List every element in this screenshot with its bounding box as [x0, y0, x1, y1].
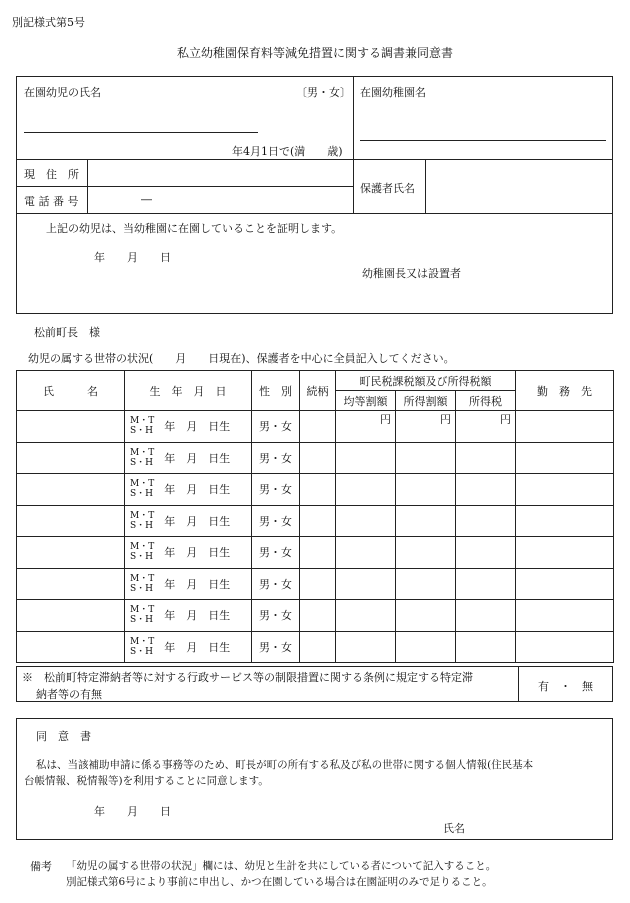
birth-date-text: 年 月 日生 [164, 609, 231, 623]
sex-cell[interactable]: 男・女 [252, 505, 300, 537]
equal-tax-cell[interactable] [336, 411, 396, 443]
income-tax-levy-cell[interactable] [396, 568, 456, 600]
workplace-cell[interactable] [516, 505, 614, 537]
certificate-addressee: 松前町長 様 [34, 326, 100, 339]
document-title: 私立幼稚園保育料等減免措置に関する調書兼同意書 [176, 46, 453, 60]
member-name-cell[interactable] [17, 442, 125, 474]
table-row [17, 442, 614, 474]
birth-cell[interactable] [125, 631, 252, 663]
consent-body-1: 私は、当該補助申請に係る事務等のため、町長が町の所有する私及び私の世帯に関する個人情報(住民基本 [36, 759, 534, 771]
member-name-cell[interactable] [17, 505, 125, 537]
gender-choice[interactable]: 〔男・女〕 [296, 86, 351, 99]
consent-name-label[interactable]: 氏名 [443, 822, 465, 835]
era-choice[interactable]: M・T S・H [130, 573, 155, 594]
school-name-label: 在園幼稚園名 [360, 86, 426, 99]
sex-cell[interactable]: 男・女 [252, 411, 300, 443]
header-tax-group: 町民税課税額及び所得税額 [336, 371, 516, 391]
member-name-cell[interactable] [17, 411, 125, 443]
age-line: 年4月1日で(満 歳) [232, 145, 343, 158]
income-tax-cell[interactable] [456, 505, 516, 537]
household-table [16, 370, 614, 663]
income-tax-levy-cell[interactable] [396, 442, 456, 474]
consent-heading: 同 意 書 [36, 730, 91, 743]
era-choice[interactable]: M・T S・H [130, 447, 155, 468]
income-tax-cell[interactable] [456, 442, 516, 474]
table-row [17, 568, 614, 600]
relation-cell[interactable] [300, 442, 336, 474]
header-income: 所得割額 [396, 391, 456, 411]
relation-cell[interactable] [300, 505, 336, 537]
form-number-label: 別記様式第5号 [12, 16, 85, 29]
yen-unit: 円 [500, 413, 512, 426]
birth-cell[interactable] [125, 600, 252, 632]
header-income-tax: 所得税 [456, 391, 516, 411]
workplace-cell[interactable] [516, 600, 614, 632]
income-tax-cell[interactable] [456, 600, 516, 632]
table-row [17, 411, 614, 443]
remarks-label: 備考 [30, 860, 52, 873]
era-choice[interactable]: M・T S・H [130, 636, 155, 657]
certificate-text: 上記の幼児は、当幼稚園に在園していることを証明します。 [46, 222, 343, 235]
certificate-signer: 幼稚園長又は設置者 [362, 267, 461, 280]
birth-date-text: 年 月 日生 [164, 640, 231, 654]
relation-cell[interactable] [300, 568, 336, 600]
member-name-cell[interactable] [17, 600, 125, 632]
remarks-line-2: 別記様式第6号により事前に申出し、かつ在園している場合は在園証明のみで足りること。 [66, 876, 493, 888]
child-name-label: 在園幼児の氏名 [24, 86, 101, 99]
era-choice[interactable]: M・T S・H [130, 542, 155, 563]
sex-cell[interactable]: 男・女 [252, 631, 300, 663]
workplace-cell[interactable] [516, 442, 614, 474]
income-tax-levy-cell[interactable] [396, 631, 456, 663]
table-row [17, 537, 614, 569]
header-sex: 性 別 [252, 371, 300, 411]
relation-cell[interactable] [300, 411, 336, 443]
school-name-field[interactable] [360, 140, 606, 141]
header-relation: 続柄 [300, 371, 336, 411]
income-tax-levy-cell[interactable] [396, 474, 456, 506]
header-name: 氏 名 [17, 371, 125, 411]
equal-tax-cell[interactable] [336, 442, 396, 474]
sex-cell[interactable]: 男・女 [252, 442, 300, 474]
remarks-line-1: 「幼児の属する世帯の状況」欄には、幼児と生計を共にしている者について記入すること。 [66, 860, 497, 872]
member-name-cell[interactable] [17, 537, 125, 569]
equal-tax-cell[interactable] [336, 537, 396, 569]
yen-unit: 円 [440, 413, 451, 426]
guardian-name-label: 保護者氏名 [360, 182, 415, 195]
income-tax-levy-cell[interactable] [396, 537, 456, 569]
birth-date-text: 年 月 日生 [164, 420, 231, 434]
income-tax-levy-cell[interactable] [396, 600, 456, 632]
child-info-block [16, 76, 613, 314]
table-row [17, 631, 614, 663]
birth-date-text: 年 月 日生 [164, 451, 231, 465]
birth-cell[interactable] [125, 537, 252, 569]
relation-cell[interactable] [300, 631, 336, 663]
income-tax-cell[interactable] [456, 411, 516, 443]
era-choice[interactable]: M・T S・H [130, 479, 155, 500]
equal-tax-cell[interactable] [336, 631, 396, 663]
relation-cell[interactable] [300, 474, 336, 506]
delinquency-choice[interactable]: 有 ・ 無 [538, 680, 593, 693]
workplace-cell[interactable] [516, 631, 614, 663]
equal-tax-cell[interactable] [336, 600, 396, 632]
birth-cell[interactable] [125, 505, 252, 537]
phone-label: 電 話 番 号 [24, 195, 79, 208]
workplace-cell[interactable] [516, 411, 614, 443]
birth-date-text: 年 月 日生 [164, 577, 231, 591]
era-choice[interactable]: M・T S・H [130, 416, 155, 437]
income-tax-cell[interactable] [456, 474, 516, 506]
workplace-cell[interactable] [516, 568, 614, 600]
income-tax-cell[interactable] [456, 537, 516, 569]
equal-tax-cell[interactable] [336, 474, 396, 506]
sex-cell[interactable]: 男・女 [252, 537, 300, 569]
delinquency-note-text: ※ 松前町特定滞納者等に対する行政サービス等の制限措置に関する条例に規定する特定滞 [22, 671, 473, 684]
income-tax-cell[interactable] [456, 631, 516, 663]
yen-unit: 円 [380, 413, 391, 426]
certificate-date: 年 月 日 [94, 251, 171, 264]
birth-cell[interactable] [125, 442, 252, 474]
sex-cell[interactable]: 男・女 [252, 600, 300, 632]
era-choice[interactable]: M・T S・H [130, 605, 155, 626]
consent-date: 年 月 日 [94, 805, 171, 818]
header-equal: 均等割額 [336, 391, 396, 411]
header-birth: 生 年 月 日 [125, 371, 252, 411]
table-row [17, 505, 614, 537]
sex-cell[interactable]: 男・女 [252, 568, 300, 600]
birth-date-text: 年 月 日生 [164, 483, 231, 497]
phone-dash: ― [141, 193, 152, 206]
address-label: 現 住 所 [24, 168, 79, 181]
member-name-cell[interactable] [17, 568, 125, 600]
consent-body-2: 台帳情報、税情報等)を利用することに同意します。 [24, 775, 269, 787]
workplace-cell[interactable] [516, 474, 614, 506]
birth-date-text: 年 月 日生 [164, 514, 231, 528]
member-name-cell[interactable] [17, 474, 125, 506]
income-tax-levy-cell[interactable] [396, 505, 456, 537]
equal-tax-cell[interactable] [336, 505, 396, 537]
relation-cell[interactable] [300, 600, 336, 632]
household-heading: 幼児の属する世帯の状況( 月 日現在)、保護者を中心に全員記入してください。 [28, 352, 455, 365]
delinquency-note-text2: 納者等の有無 [36, 688, 102, 701]
member-name-cell[interactable] [17, 631, 125, 663]
table-row [17, 600, 614, 632]
equal-tax-cell[interactable] [336, 568, 396, 600]
era-choice[interactable]: M・T S・H [130, 510, 155, 531]
header-work: 勤 務 先 [516, 371, 614, 411]
sex-cell[interactable]: 男・女 [252, 474, 300, 506]
birth-cell[interactable] [125, 474, 252, 506]
birth-cell[interactable] [125, 411, 252, 443]
birth-date-text: 年 月 日生 [164, 546, 231, 560]
table-row [17, 474, 614, 506]
workplace-cell[interactable] [516, 537, 614, 569]
birth-cell[interactable] [125, 568, 252, 600]
child-name-field[interactable] [24, 132, 258, 133]
income-tax-cell[interactable] [456, 568, 516, 600]
relation-cell[interactable] [300, 537, 336, 569]
income-tax-levy-cell[interactable] [396, 411, 456, 443]
